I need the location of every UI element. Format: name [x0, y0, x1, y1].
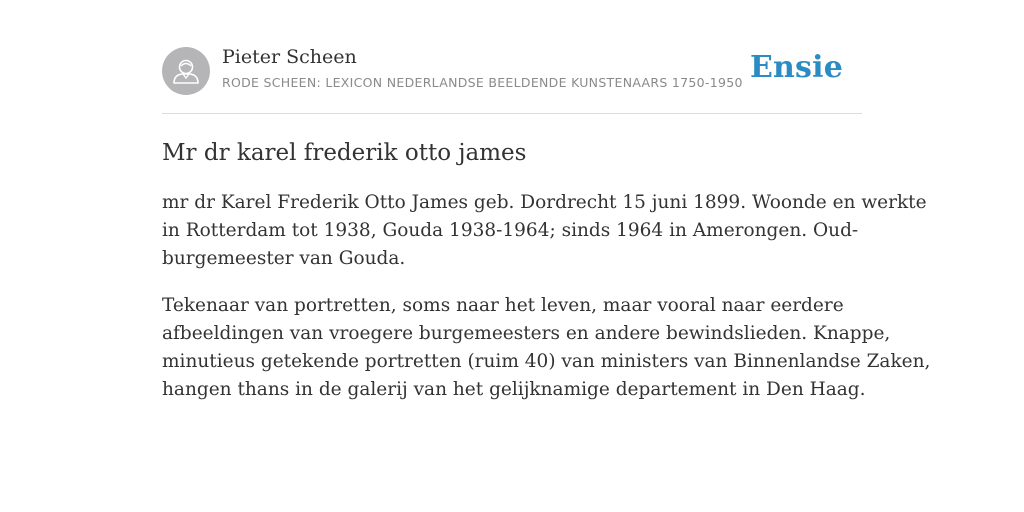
paragraph-line: in Rotterdam tot 1938, Gouda 1938-1964; sinds 1964 in Amerongen. Oud- — [162, 220, 859, 241]
avatar[interactable] — [162, 47, 210, 95]
entry-header — [162, 44, 862, 114]
entry-title: Mr dr karel frederik otto james — [162, 140, 527, 166]
entry-paragraph — [162, 189, 927, 273]
ensie-logo[interactable]: Ensie — [749, 50, 843, 85]
entry-card — [162, 44, 931, 404]
paragraph-line: mr dr Karel Frederik Otto James geb. Dordrecht 15 juni 1899. Woonde en werkte — [162, 192, 927, 213]
source-title[interactable]: RODE SCHEEN: LEXICON NEDERLANDSE BEELDENDE KUNSTENAARS 1750-1950 — [222, 75, 743, 90]
paragraph-line: minutieus getekende portretten (ruim 40) van ministers van Binnenlandse Zaken, — [162, 351, 931, 372]
paragraph-line: afbeeldingen van vroegere burgemeesters en andere bewindslieden. Knappe, — [162, 323, 891, 344]
paragraph-line: Tekenaar van portretten, soms naar het leven, maar vooral naar eerdere — [162, 295, 844, 316]
entry-paragraph — [162, 292, 931, 404]
paragraph-line: burgemeester van Gouda. — [162, 248, 406, 269]
author-name[interactable]: Pieter Scheen — [222, 46, 357, 68]
paragraph-line: hangen thans in de galerij van het gelijknamige departement in Den Haag. — [162, 379, 866, 400]
user-icon — [162, 47, 210, 95]
